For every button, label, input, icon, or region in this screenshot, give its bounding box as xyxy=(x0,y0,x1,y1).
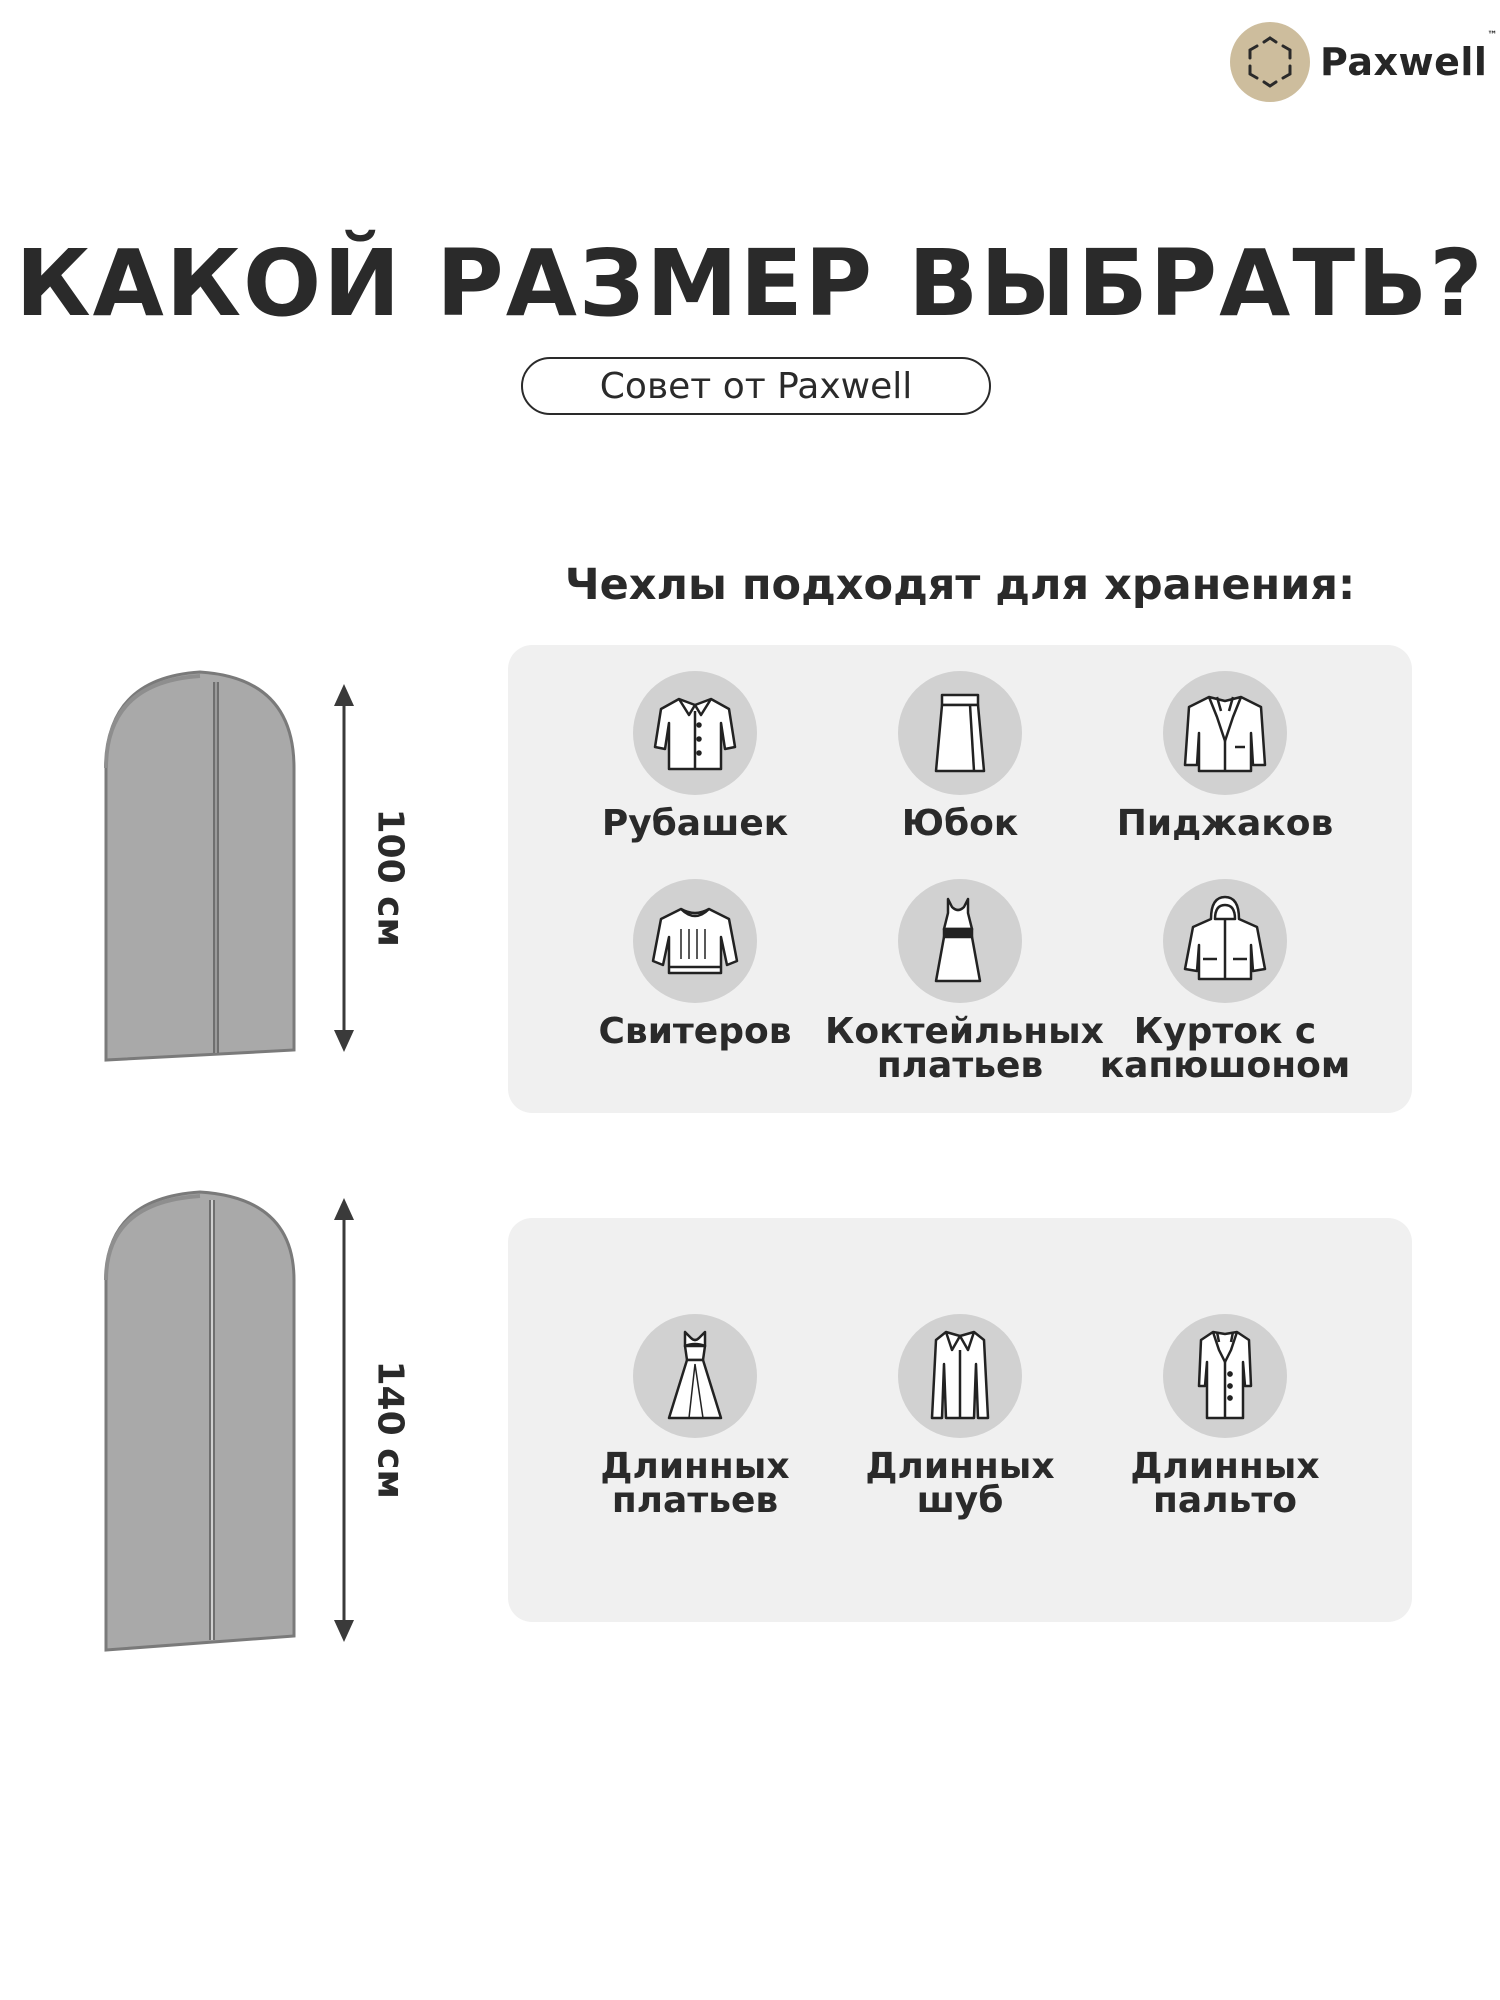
item-blazers xyxy=(1090,671,1360,844)
blazer-icon xyxy=(1163,671,1287,795)
section-heading: Чехлы подходят для хранения: xyxy=(564,560,1356,610)
item-label: Рубашек xyxy=(601,803,789,844)
brand-name: Paxwell™ xyxy=(1320,30,1498,84)
item-cocktail-dresses xyxy=(825,879,1104,1086)
item-label: Длинных платьев xyxy=(600,1446,790,1521)
item-label: Юбок xyxy=(901,803,1019,844)
items-panel-140 xyxy=(508,1218,1412,1622)
shirt-icon xyxy=(633,671,757,795)
length-arrow-140 xyxy=(332,1198,356,1646)
length-label-100: 100 см xyxy=(369,808,411,947)
items-panel-100 xyxy=(508,645,1412,1113)
garment-bag-140-image xyxy=(100,1188,300,1656)
item-label: Свитеров xyxy=(598,1011,792,1052)
item-label: Длинных шуб xyxy=(865,1446,1055,1521)
length-arrow-100 xyxy=(332,684,356,1056)
item-sweaters xyxy=(560,879,830,1052)
item-long-dresses xyxy=(560,1314,830,1521)
item-fur-coats xyxy=(825,1314,1095,1521)
item-long-coats xyxy=(1090,1314,1360,1521)
item-hooded-jackets xyxy=(1090,879,1360,1086)
item-label: Коктейльных платьев xyxy=(825,1011,1104,1086)
cocktail-dress-icon xyxy=(898,879,1022,1003)
brand-logo xyxy=(1230,22,1498,102)
page-title: КАКОЙ РАЗМЕР ВЫБРАТЬ? xyxy=(15,230,1485,337)
item-label: Длинных пальто xyxy=(1130,1446,1320,1521)
long-coat-icon xyxy=(1163,1314,1287,1438)
long-dress-icon xyxy=(633,1314,757,1438)
item-shirts xyxy=(560,671,830,844)
item-label: Пиджаков xyxy=(1116,803,1334,844)
item-label: Курток с капюшоном xyxy=(1099,1011,1351,1086)
subtitle-badge xyxy=(521,357,991,415)
garment-bag-100-image xyxy=(100,668,300,1068)
fur-coat-icon xyxy=(898,1314,1022,1438)
hooded-jacket-icon xyxy=(1163,879,1287,1003)
sweater-icon xyxy=(633,879,757,1003)
length-label-140: 140 см xyxy=(369,1360,411,1499)
box-corners-icon xyxy=(1230,22,1310,102)
skirt-icon xyxy=(898,671,1022,795)
subtitle-text: Совет от Paxwell xyxy=(599,365,913,407)
item-skirts xyxy=(825,671,1095,844)
